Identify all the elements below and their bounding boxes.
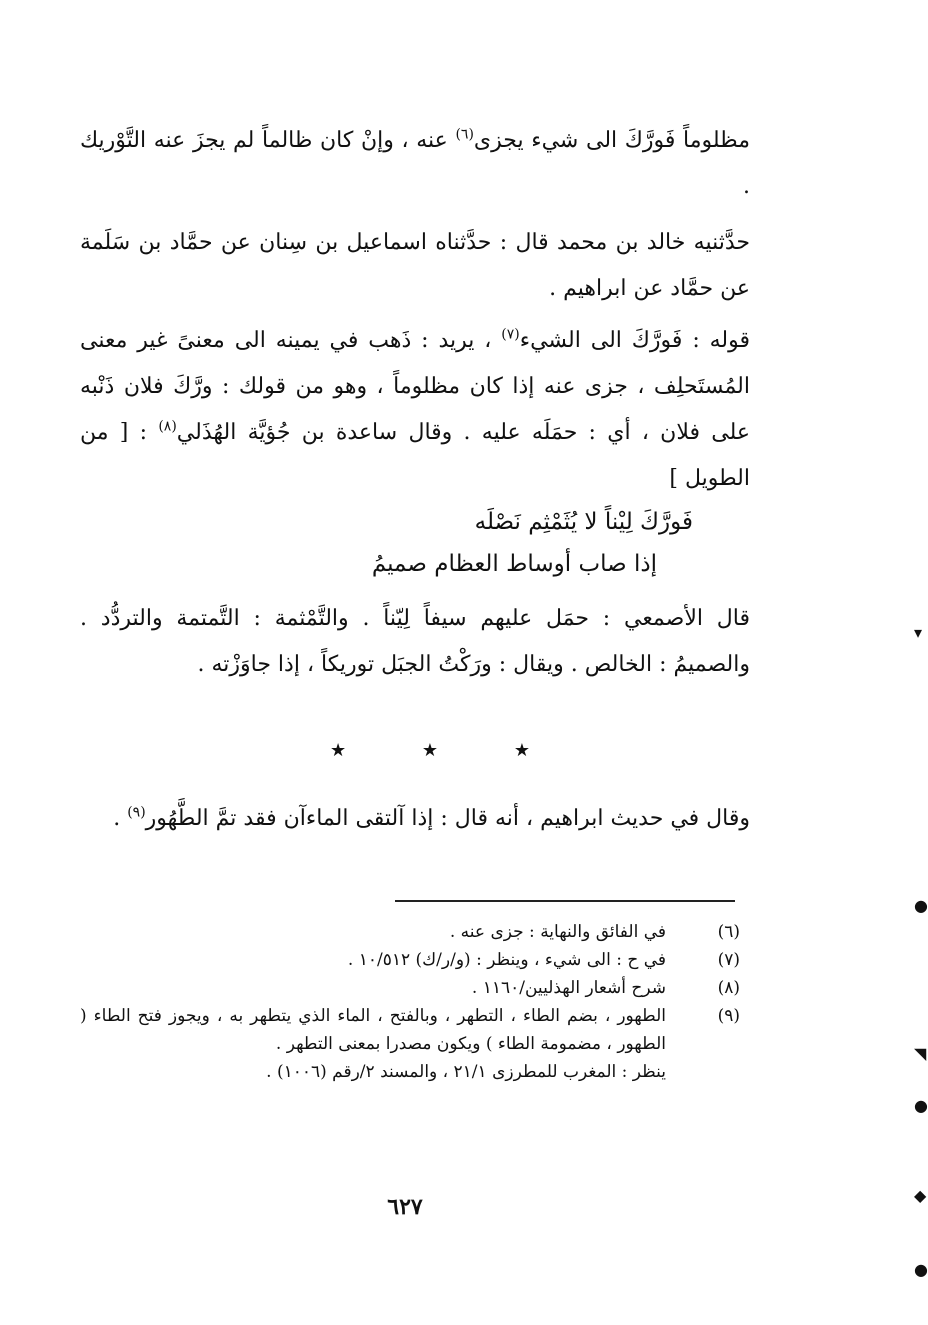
footnote-text: في الفائق والنهاية : جزى عنه . <box>449 922 666 942</box>
paragraph-1-text-b: عنه ، وإنْ كان ظالماً لم يجزَ عنه التَّوْريك . <box>80 128 750 199</box>
paragraph-1 <box>80 118 750 210</box>
paragraph-3-text-b: ، يريد : ذَهب في يمينه الى معنىً غير معنى المُستَحلِف ، جزى عنه إذا كان مظلوماً ، وهو من قولك : ورَّكَ فلان ذَنْبه على فلان ، أي : حمَلَه عليه . وقال ساعدة بن جُؤيَّة الهُذَلي <box>80 328 750 445</box>
scan-edge-mark: ● <box>914 1260 928 1279</box>
paragraph-2: حدَّثنيه خالد بن محمد قال : حدَّثناه اسماعيل بن سِنان عن حمَّاد بن سَلَمة عن حمَّاد عن ابراهيم . <box>80 230 750 301</box>
scan-edge-mark: ● <box>914 896 928 915</box>
section-separator <box>330 736 530 766</box>
paragraph-5-text: وقال في حديث ابراهيم ، أنه قال : إذا آلتقى الماءآن فقد تمَّ الطَّهُور <box>145 806 750 831</box>
footnote-6 <box>80 918 740 946</box>
footnotes <box>80 918 740 1086</box>
footnote-text: الطهور ، بضم الطاء ، التطهر ، وبالفتح ، الماء الذي يتطهر به ، ويجوز فتح الطاء ( الطهور ، مضمومة الطاء ) ويكون مصدرا بمعنى التطهر . <box>80 1006 666 1054</box>
paragraph-3-text-c: : [ من الطويل ] <box>80 420 750 491</box>
paragraph-4: قال الأصمعي : حمَل عليهم سيفاً لِيّناً . والتَّمْثمة : التَّمتمة والتردُّد . والصميمُ : الخالص . ويقال : ورَكْتُ الجبَل توريكاً ، إذا جاوَزْته . <box>80 606 750 677</box>
scan-edge-mark: ● <box>914 1096 928 1115</box>
scan-edge-mark: ▾ <box>914 623 923 642</box>
footnote-number: (٨) <box>717 978 740 998</box>
paragraph-1-text-a: مظلوماً فَورَّكَ الى شيء يجزى <box>473 128 751 153</box>
footnote-number: (٧) <box>717 950 740 970</box>
footnote-ref-9: (٩) <box>127 804 146 821</box>
star-icon: ★ <box>330 740 347 761</box>
footnote-7 <box>80 946 740 974</box>
verse-line-1: فَورَّكَ لِيْناً لا يُثَمْثِم نَصْلَه <box>474 509 693 535</box>
footnote-text: شرح أشعار الهذليين/١١٦٠ . <box>471 978 666 998</box>
footnote-text: في ح : الى شيء ، وينظر : (و/ر/ك) ١٠/٥١٢ . <box>347 950 666 970</box>
scan-edge-mark: ◆ <box>914 1186 927 1205</box>
footnote-ref-7: (٧) <box>501 326 520 343</box>
paragraph-5 <box>80 796 750 842</box>
paragraph-3-text-a: قوله : فَورَّكَ الى الشيء <box>519 328 751 353</box>
verse-line-2: إذا صاب أوساط العظام صميمُ <box>371 551 657 577</box>
footnote-number: (٦) <box>717 922 740 942</box>
footnote-divider <box>395 900 735 902</box>
scan-edge-mark: ◥ <box>914 1044 927 1063</box>
footnote-ref-8: (٨) <box>158 418 177 435</box>
star-icon: ★ <box>513 740 530 761</box>
footnote-8 <box>80 974 740 1002</box>
page-number: ٦٢٧ <box>387 1194 423 1220</box>
footnote-9-continuation: ينظر : المغرب للمطرزى ٢١/١ ، والمسند ٢/رقم (١٠٠٦) . <box>266 1062 666 1082</box>
star-icon: ★ <box>421 740 439 761</box>
footnote-9 <box>80 1002 740 1058</box>
footnote-ref-6: (٦) <box>455 126 474 143</box>
paragraph-5-tail: . <box>113 806 128 831</box>
paragraph-3 <box>80 318 750 502</box>
footnote-number: (٩) <box>717 1006 740 1026</box>
